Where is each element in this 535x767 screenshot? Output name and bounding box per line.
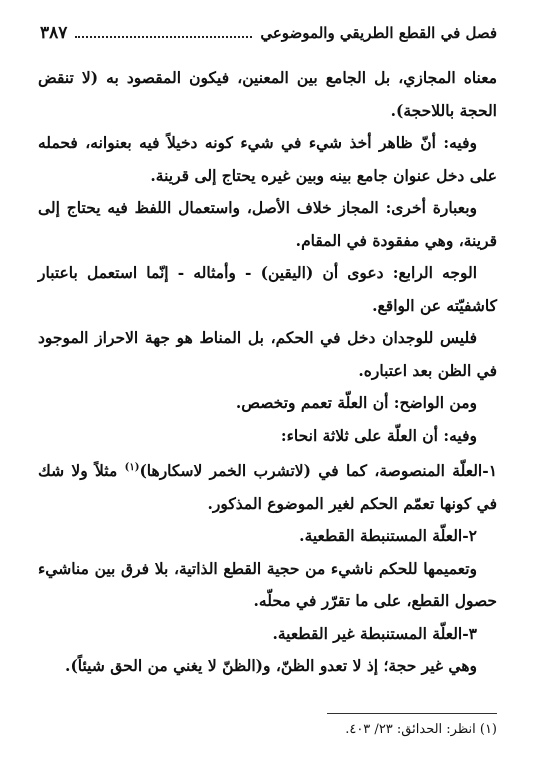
paragraph-text: دعوى أن (اليقين) - وأمثاله - إنّما استعمل باعتبار كاشفيّته عن الواقع. (38, 263, 497, 315)
paragraph-lead: وبعبارة أخرى: (385, 198, 477, 217)
paragraph-text: المجاز خلاف الأصل، واستعمال اللفظ فيه يحتاج إلى قرينة، وهي مفقودة في المقام. (38, 198, 497, 250)
paragraph-text: ٣-العلّة المستنبطة غير القطعية. (272, 623, 477, 643)
paragraph-lead: الوجه الرابع: (392, 263, 478, 282)
running-header (40, 20, 497, 46)
paragraph (38, 420, 497, 453)
paragraph-text: وهي غير حجة؛ إذ لا تعدو الظنّ، و(الظنّ لا يغني من الحق شيئاً). (65, 656, 477, 676)
paragraph (38, 618, 497, 651)
paragraph-text-tail: مثلاً ولا شك في كونها تعمّم الحكم لغير الموضوع المذكور. (38, 461, 497, 513)
paragraph (38, 650, 497, 683)
footnote-divider (327, 713, 497, 714)
paragraph-lead: وفيه: (443, 133, 477, 152)
paragraph (38, 62, 497, 127)
paragraph (38, 257, 497, 322)
paragraph-text: وفيه: أن العلّة على ثلاثة انحاء: (280, 425, 477, 445)
header-dot-leader (75, 36, 252, 38)
footnote: (١) انظر: الحدائق: ٢٣/ ٤٠٣. (345, 722, 497, 737)
footnote-marker: (١) (124, 462, 140, 473)
paragraph-text: وتعميمها للحكم ناشيء من حجية القطع الذاتية، بلا فرق بين مناشيء حصول القطع، على ما تقرّر في محلّه. (38, 558, 497, 611)
page-number: ٣٨٧ (40, 23, 68, 43)
paragraph (38, 127, 497, 192)
paragraph-text: فليس للوجدان دخل في الحكم، بل المناط هو جهة الاحراز الموجود في الظن بعد اعتباره. (38, 328, 497, 380)
paragraph-text: أنّ ظاهر أخذ شيء في شيء كونه دخيلاً فيه بعنوانه، فحمله على دخل عنوان جامع بينه وبين غيره يحتاج إلى قرينة. (38, 133, 497, 185)
paragraph-text: ومن الواضح: أن العلّة تعمم وتخصص. (235, 393, 477, 412)
paragraph (38, 520, 497, 553)
paragraph (38, 452, 497, 520)
paragraph (38, 322, 497, 387)
header-title: فصل في القطع الطريقي والموضوعي (260, 24, 497, 42)
page-body (38, 62, 497, 683)
paragraph (38, 192, 497, 257)
paragraph (38, 387, 497, 420)
paragraph-text: ٢-العلّة المستنبطة القطعية. (299, 526, 477, 546)
paragraph-text: معناه المجازي، بل الجامع بين المعنين، فيكون المقصود به (لا تنقض الحجة باللاحجة). (38, 68, 497, 120)
paragraph-text: ١-العلّة المنصوصة، كما في (لاتشرب الخمر لاسكارها) (139, 461, 498, 481)
paragraph (38, 553, 497, 618)
